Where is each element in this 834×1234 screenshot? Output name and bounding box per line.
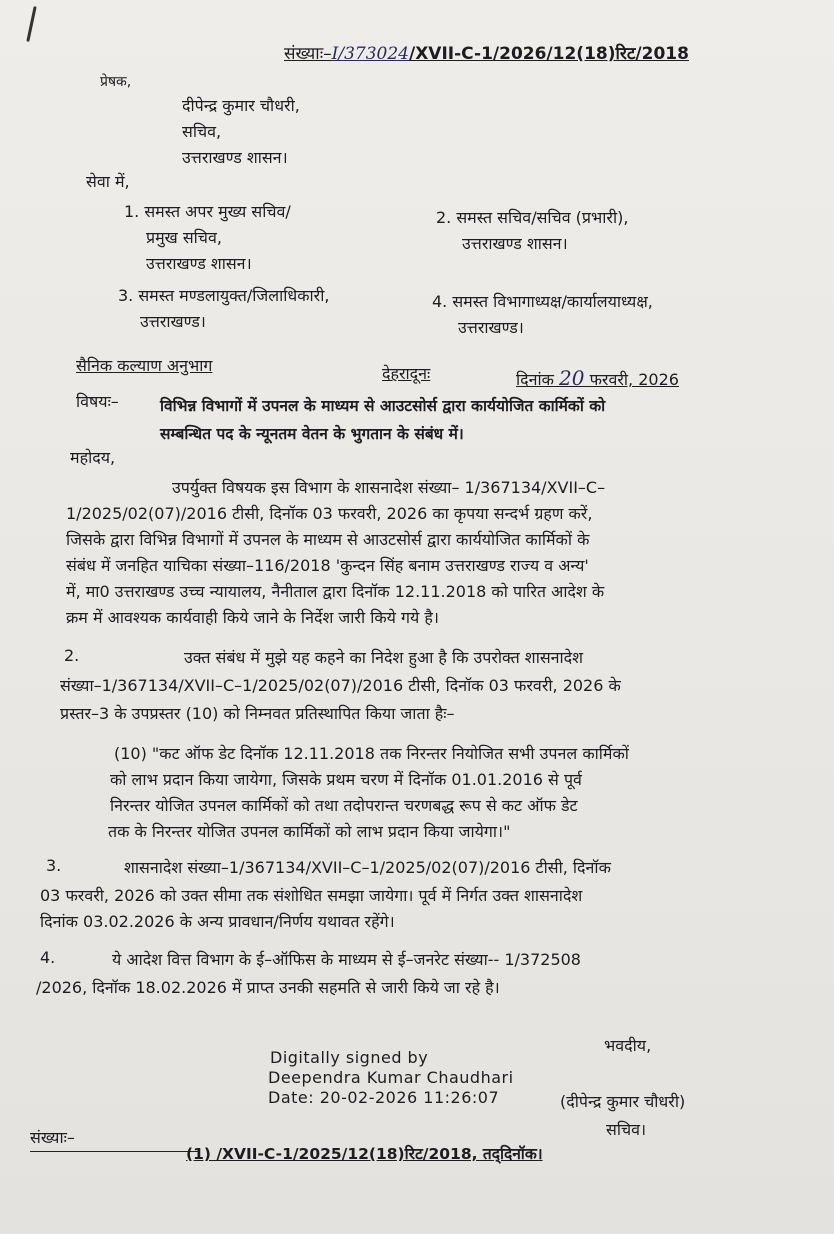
recipient-1-num: 1. (124, 202, 140, 221)
para-2-line-3: प्रस्तर–3 के उपप्रस्तर (10) को निम्नवत प्रतिस्थापित किया जाता हैः– (60, 704, 455, 723)
para-1-line-6: क्रम में आवश्यक कार्यवाही किये जाने के निर्देश जारी किये गये है। (66, 608, 439, 627)
para-2-number: 2. (64, 646, 80, 665)
date-day-handwritten: 20 (559, 366, 585, 390)
recipient-1 (124, 202, 291, 222)
sender-label: प्रेषक, (100, 74, 132, 90)
recipient-1-line1: समस्त अपर मुख्य सचिव/ (144, 202, 291, 221)
para-4-number: 4. (40, 948, 56, 967)
para-1-line-3: जिसके द्वारा विभिन्न विभागों में उपनल के माध्यम से आउटसोर्स द्वारा कार्ययोजित कार्मिकों के (66, 530, 590, 549)
para-3-line-2: 03 फरवरी, 2026 को उक्त सीमा तक संशोधित समझा जायेगा। पूर्व में निर्गत उक्त शासनादेश (40, 886, 583, 905)
recipient-4-line2: उत्तराखण्ड। (458, 318, 524, 337)
para-2-line-1: उक्त संबंध में मुझे यह कहने का निदेश हुआ है कि उपरोक्त शासनादेश (184, 648, 584, 667)
date-month-year: फरवरी, 2026 (589, 370, 679, 389)
para-1-line-4: संबंध में जनहित याचिका संख्या–116/2018 'कुन्दन सिंह बनाम उत्तराखण्ड राज्य व अन्य' (66, 556, 589, 575)
salutation: महोदय, (70, 448, 116, 467)
recipient-2 (436, 208, 628, 228)
recipient-3 (118, 286, 329, 306)
recipient-3-num: 3. (118, 286, 134, 305)
footer-reference-code (186, 1144, 543, 1164)
para-3-line-1: शासनादेश संख्या–1/367134/XVII–C–1/2025/02(07)/2016 टीसी, दिनॉक (124, 858, 611, 877)
digital-signature-line-1: Digitally signed by (270, 1048, 429, 1067)
date-label: दिनांक (516, 370, 554, 389)
signer-designation: सचिव। (606, 1120, 647, 1139)
para-3-number: 3. (46, 856, 62, 875)
reference-handwritten: I/373024 (331, 44, 409, 64)
footer-reference-text: (1) /XVII-C-1/2025/12(18)रिट/2018, तद्‌दिनॉक। (186, 1145, 543, 1163)
recipient-4-num: 4. (432, 292, 448, 311)
sender-designation: सचिव, (182, 122, 222, 141)
recipient-3-line2: उत्तराखण्ड। (140, 312, 206, 331)
para-1-line-1: उपर्युक्त विषयक इस विभाग के शासनादेश संख्या– 1/367134/XVII–C– (172, 478, 606, 497)
recipient-1-line2: प्रमुख सचिव, (146, 228, 222, 247)
subject-line-1: विभिन्न विभागों में उपनल के माध्यम से आउटसोर्स द्वारा कार्ययोजित कार्मिकों को (160, 397, 606, 415)
subject-line-2: सम्बन्धित पद के न्यूनतम वेतन के भुगतान के संबंध में। (160, 425, 464, 443)
recipient-1-line3: उत्तराखण्ड शासन। (146, 254, 252, 273)
para-3-line-3: दिनांक 03.02.2026 के अन्य प्रावधान/निर्णय यथावत रहेंगे। (40, 912, 395, 931)
para-2-line-2: संख्या–1/367134/XVII–C–1/2025/02(07)/2016 टीसी, दिनॉक 03 फरवरी, 2026 के (60, 676, 621, 695)
para-1-line-2: 1/2025/02(07)/2016 टीसी, दिनॉक 03 फरवरी, 2026 का कृपया सन्दर्भ ग्रहण करें, (66, 504, 593, 523)
recipient-3-line1: समस्त मण्डलायुक्त/जिलाधिकारी, (138, 286, 330, 305)
subject-label: विषयः– (76, 392, 119, 411)
recipient-2-line1: समस्त सचिव/सचिव (प्रभारी), (456, 208, 629, 227)
sender-name: दीपेन्द्र कुमार चौधरी, (182, 96, 300, 115)
para-1-line-5: में, मा0 उत्तराखण्ड उच्च न्यायालय, नैनीताल द्वारा दिनॉक 12.11.2018 को पारित आदेश के (66, 582, 605, 601)
quote-line-3: निरन्तर योजित उपनल कार्मिकों को तथा तदोपरान्त चरणबद्ध रूप से कट ऑफ डेट (110, 796, 578, 815)
reference-label: संख्याः– (284, 44, 332, 64)
quote-line-2: को लाभ प्रदान किया जायेगा, जिसके प्रथम चरण में दिनॉक 01.01.2016 से पूर्व (110, 770, 582, 789)
para-4-line-1: ये आदेश वित्त विभाग के ई–ऑफिस के माध्यम से ई–जनरेट संख्या-- 1/372508 (112, 950, 581, 969)
reference-number (284, 44, 689, 64)
recipient-4 (432, 292, 653, 312)
quote-line-4: तक के निरन्तर योजित उपनल कार्मिकों को लाभ प्रदान किया जायेगा।" (108, 822, 511, 841)
digital-signature-line-2: Deependra Kumar Chaudhari (268, 1068, 514, 1087)
quote-line-1: (10) "कट ऑफ डेट दिनॉक 12.11.2018 तक निरन्तर नियोजित सभी उपनल कार्मिकों (114, 744, 629, 763)
closing-regards: भवदीय, (604, 1036, 652, 1055)
recipient-2-line2: उत्तराखण्ड शासन। (462, 234, 568, 253)
issue-date (516, 368, 679, 390)
signer-name: (दीपेन्द्र कुमार चौधरी) (560, 1092, 686, 1111)
footer-reference-underline (30, 1151, 200, 1152)
recipient-2-num: 2. (436, 208, 452, 227)
para-4-line-2: /2026, दिनॉक 18.02.2026 में प्राप्त उनकी सहमति से जारी किये जा रहे है। (36, 978, 500, 997)
section-name: सैनिक कल्याण अनुभाग (76, 356, 213, 375)
reference-code: /XVII-C-1/2026/12(18)रिट/2018 (408, 44, 689, 64)
place-name: देहरादूनः (382, 364, 431, 383)
recipient-4-line1: समस्त विभागाध्यक्ष/कार्यालयाध्यक्ष, (452, 292, 653, 311)
pen-stroke-mark (26, 6, 36, 42)
sender-office: उत्तराखण्ड शासन। (182, 148, 288, 167)
digital-signature-date: Date: 20-02-2026 11:26:07 (268, 1088, 500, 1107)
footer-reference-label: संख्याः– (30, 1128, 75, 1147)
recipients-label: सेवा में, (86, 172, 130, 191)
